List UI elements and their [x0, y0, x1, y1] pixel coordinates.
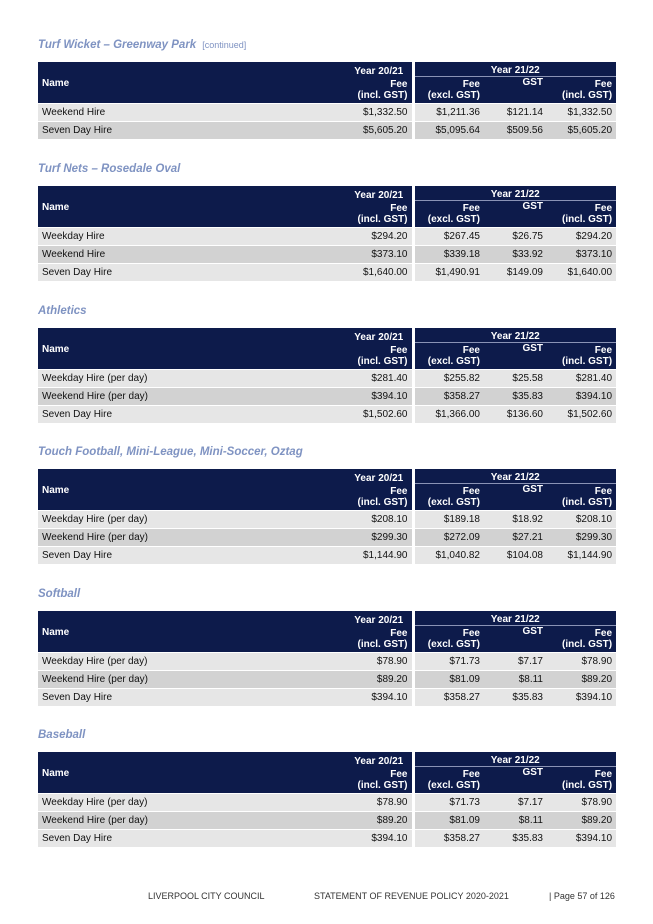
fee-incl-gst-2021-22: $5,605.20 — [547, 122, 616, 140]
fee-incl-gst-2021-22: $208.10 — [547, 511, 616, 529]
row-name: Weekday Hire (per day) — [38, 794, 346, 812]
column-header-year-2020-21: Year 20/21 — [346, 186, 413, 201]
header-fee-word: Fee — [390, 486, 408, 497]
header-incl-gst: (incl. GST) — [357, 639, 408, 650]
table-row — [38, 547, 616, 565]
row-name: Weekday Hire — [38, 228, 346, 246]
footer-page-number: | Page 57 of 126 — [549, 891, 615, 901]
fee-2020-21: $373.10 — [346, 246, 413, 264]
gst-2021-22: $35.83 — [484, 830, 547, 848]
fee-excl-gst-2021-22: $1,040.82 — [413, 547, 484, 565]
gst-2021-22: $33.92 — [484, 246, 547, 264]
column-header-gst: GST — [484, 201, 547, 228]
column-header-fee-incl-gst-2021-22 — [547, 484, 616, 511]
header-fee-word: Fee — [390, 203, 408, 214]
header-fee-word: Fee — [594, 203, 613, 214]
column-header-year-2020-21: Year 20/21 — [346, 328, 413, 343]
row-name: Weekday Hire (per day) — [38, 370, 346, 388]
gst-2021-22: $25.58 — [484, 370, 547, 388]
column-header-fee-excl-gst — [413, 343, 484, 370]
section-title-text: Turf Wicket – Greenway Park — [38, 39, 197, 51]
header-fee-word: Fee — [390, 345, 408, 356]
gst-2021-22: $8.11 — [484, 671, 547, 689]
header-fee-word: Fee — [462, 486, 480, 497]
column-header-fee-incl-gst-2021-22 — [547, 201, 616, 228]
fee-2020-21: $394.10 — [346, 689, 413, 707]
column-header-gst: GST — [484, 343, 547, 370]
section-title-text: Turf Nets – Rosedale Oval — [38, 163, 181, 175]
column-header-fee-incl-gst-2021-22 — [547, 343, 616, 370]
header-fee-word: Fee — [462, 628, 480, 639]
fee-excl-gst-2021-22: $5,095.64 — [413, 122, 484, 140]
column-header-fee-incl-gst-2020-21 — [346, 201, 413, 228]
fee-2020-21: $1,332.50 — [346, 104, 413, 122]
gst-2021-22: $35.83 — [484, 689, 547, 707]
fee-excl-gst-2021-22: $71.73 — [413, 794, 484, 812]
table-row — [38, 246, 616, 264]
fee-excl-gst-2021-22: $189.18 — [413, 511, 484, 529]
row-name: Weekend Hire (per day) — [38, 671, 346, 689]
continued-label: [continued] — [202, 40, 247, 50]
gst-2021-22: $27.21 — [484, 529, 547, 547]
section-title — [38, 726, 616, 744]
column-header-gst: GST — [484, 767, 547, 794]
header-excl-gst: (excl. GST) — [427, 639, 480, 650]
fee-2020-21: $89.20 — [346, 671, 413, 689]
section-title-text: Athletics — [38, 305, 87, 317]
fee-incl-gst-2021-22: $89.20 — [547, 671, 616, 689]
header-fee-word: Fee — [594, 628, 613, 639]
row-name: Seven Day Hire — [38, 689, 346, 707]
fee-excl-gst-2021-22: $1,366.00 — [413, 406, 484, 424]
table-row — [38, 406, 616, 424]
fee-table — [38, 328, 616, 423]
row-name: Seven Day Hire — [38, 406, 346, 424]
gst-2021-22: $7.17 — [484, 794, 547, 812]
column-header-name: Name — [38, 186, 346, 228]
column-header-name: Name — [38, 328, 346, 370]
gst-2021-22: $104.08 — [484, 547, 547, 565]
header-excl-gst: (excl. GST) — [427, 214, 480, 225]
fee-2020-21: $299.30 — [346, 529, 413, 547]
fee-incl-gst-2021-22: $1,502.60 — [547, 406, 616, 424]
gst-2021-22: $18.92 — [484, 511, 547, 529]
column-header-year-2020-21: Year 20/21 — [346, 469, 413, 484]
section-title — [38, 36, 616, 54]
fee-excl-gst-2021-22: $255.82 — [413, 370, 484, 388]
table-row — [38, 812, 616, 830]
header-fee-word: Fee — [594, 345, 613, 356]
section-title — [38, 443, 616, 461]
table-header — [38, 62, 616, 104]
column-header-name: Name — [38, 752, 346, 794]
row-name: Weekend Hire — [38, 246, 346, 264]
header-fee-word: Fee — [462, 769, 480, 780]
table-row — [38, 830, 616, 848]
fee-incl-gst-2021-22: $1,332.50 — [547, 104, 616, 122]
table-header — [38, 752, 616, 794]
column-header-year-2021-22: Year 21/22 — [413, 752, 616, 767]
fee-table — [38, 186, 616, 281]
header-fee-word: Fee — [594, 486, 613, 497]
column-header-year-2021-22: Year 21/22 — [413, 62, 616, 77]
fee-incl-gst-2021-22: $294.20 — [547, 228, 616, 246]
row-name: Weekend Hire (per day) — [38, 812, 346, 830]
section-title — [38, 160, 616, 178]
row-name: Weekend Hire (per day) — [38, 388, 346, 406]
row-name: Seven Day Hire — [38, 830, 346, 848]
header-incl-gst: (incl. GST) — [357, 356, 408, 367]
header-fee-word: Fee — [390, 769, 408, 780]
header-fee-word: Fee — [462, 203, 480, 214]
section-title-text: Baseball — [38, 729, 86, 741]
fee-incl-gst-2021-22: $89.20 — [547, 812, 616, 830]
fee-incl-gst-2021-22: $394.10 — [547, 689, 616, 707]
column-header-fee-excl-gst — [413, 767, 484, 794]
fee-2020-21: $78.90 — [346, 794, 413, 812]
column-header-year-2021-22: Year 21/22 — [413, 611, 616, 626]
fee-2020-21: $294.20 — [346, 228, 413, 246]
fee-2020-21: $89.20 — [346, 812, 413, 830]
row-name: Weekend Hire — [38, 104, 346, 122]
fee-excl-gst-2021-22: $358.27 — [413, 388, 484, 406]
table-row — [38, 511, 616, 529]
column-header-fee-incl-gst-2020-21 — [346, 626, 413, 653]
column-header-fee-incl-gst-2020-21 — [346, 767, 413, 794]
header-incl-gst: (incl. GST) — [357, 780, 408, 791]
column-header-fee-excl-gst — [413, 77, 484, 104]
fee-2020-21: $1,640.00 — [346, 264, 413, 282]
column-header-fee-incl-gst-2021-22 — [547, 77, 616, 104]
fee-excl-gst-2021-22: $339.18 — [413, 246, 484, 264]
header-fee-word: Fee — [594, 79, 613, 90]
header-incl-gst: (incl. GST) — [562, 214, 613, 225]
header-incl-gst: (incl. GST) — [562, 639, 613, 650]
header-fee-word: Fee — [390, 628, 408, 639]
fee-excl-gst-2021-22: $81.09 — [413, 671, 484, 689]
gst-2021-22: $136.60 — [484, 406, 547, 424]
fee-excl-gst-2021-22: $1,490.91 — [413, 264, 484, 282]
gst-2021-22: $121.14 — [484, 104, 547, 122]
column-header-name: Name — [38, 62, 346, 104]
fee-excl-gst-2021-22: $81.09 — [413, 812, 484, 830]
column-header-name: Name — [38, 469, 346, 511]
fee-2020-21: $78.90 — [346, 653, 413, 671]
header-incl-gst: (incl. GST) — [562, 90, 613, 101]
fee-section — [38, 726, 616, 844]
fee-section — [38, 302, 616, 420]
table-row — [38, 794, 616, 812]
fee-2020-21: $281.40 — [346, 370, 413, 388]
column-header-fee-incl-gst-2021-22 — [547, 767, 616, 794]
row-name: Weekday Hire (per day) — [38, 511, 346, 529]
fee-incl-gst-2021-22: $394.10 — [547, 388, 616, 406]
table-row — [38, 228, 616, 246]
row-name: Seven Day Hire — [38, 547, 346, 565]
section-title-text: Touch Football, Mini-League, Mini-Soccer, Oztag — [38, 446, 303, 458]
fee-incl-gst-2021-22: $78.90 — [547, 794, 616, 812]
column-header-fee-incl-gst-2021-22 — [547, 626, 616, 653]
column-header-gst: GST — [484, 484, 547, 511]
column-header-year-2020-21: Year 20/21 — [346, 611, 413, 626]
fee-table — [38, 611, 616, 706]
column-header-fee-excl-gst — [413, 484, 484, 511]
table-header — [38, 469, 616, 511]
fee-section — [38, 585, 616, 703]
header-incl-gst: (incl. GST) — [357, 90, 408, 101]
fee-incl-gst-2021-22: $394.10 — [547, 830, 616, 848]
fee-incl-gst-2021-22: $1,640.00 — [547, 264, 616, 282]
fee-excl-gst-2021-22: $1,211.36 — [413, 104, 484, 122]
footer-council: LIVERPOOL CITY COUNCIL — [148, 891, 265, 901]
fee-excl-gst-2021-22: $272.09 — [413, 529, 484, 547]
fee-excl-gst-2021-22: $358.27 — [413, 689, 484, 707]
gst-2021-22: $7.17 — [484, 653, 547, 671]
table-row — [38, 370, 616, 388]
header-incl-gst: (incl. GST) — [357, 214, 408, 225]
header-incl-gst: (incl. GST) — [357, 497, 408, 508]
row-name: Seven Day Hire — [38, 264, 346, 282]
table-header — [38, 328, 616, 370]
gst-2021-22: $149.09 — [484, 264, 547, 282]
table-row — [38, 529, 616, 547]
fee-section — [38, 36, 616, 136]
fee-incl-gst-2021-22: $1,144.90 — [547, 547, 616, 565]
fee-excl-gst-2021-22: $358.27 — [413, 830, 484, 848]
gst-2021-22: $35.83 — [484, 388, 547, 406]
fee-incl-gst-2021-22: $373.10 — [547, 246, 616, 264]
header-incl-gst: (incl. GST) — [562, 497, 613, 508]
section-title — [38, 585, 616, 603]
header-fee-word: Fee — [462, 79, 480, 90]
fee-table — [38, 469, 616, 564]
header-fee-word: Fee — [390, 79, 408, 90]
row-name: Weekday Hire (per day) — [38, 653, 346, 671]
column-header-fee-incl-gst-2020-21 — [346, 77, 413, 104]
table-header — [38, 186, 616, 228]
footer-statement: STATEMENT OF REVENUE POLICY 2020-2021 — [314, 891, 509, 901]
table-row — [38, 264, 616, 282]
header-fee-word: Fee — [594, 769, 613, 780]
column-header-year-2020-21: Year 20/21 — [346, 62, 413, 77]
fee-excl-gst-2021-22: $267.45 — [413, 228, 484, 246]
column-header-fee-excl-gst — [413, 626, 484, 653]
column-header-fee-incl-gst-2020-21 — [346, 343, 413, 370]
header-excl-gst: (excl. GST) — [427, 356, 480, 367]
fee-excl-gst-2021-22: $71.73 — [413, 653, 484, 671]
fee-section — [38, 160, 616, 278]
column-header-year-2020-21: Year 20/21 — [346, 752, 413, 767]
table-header — [38, 611, 616, 653]
fee-incl-gst-2021-22: $78.90 — [547, 653, 616, 671]
gst-2021-22: $509.56 — [484, 122, 547, 140]
fee-incl-gst-2021-22: $281.40 — [547, 370, 616, 388]
fee-2020-21: $394.10 — [346, 388, 413, 406]
header-incl-gst: (incl. GST) — [562, 356, 613, 367]
table-row — [38, 671, 616, 689]
row-name: Weekend Hire (per day) — [38, 529, 346, 547]
header-excl-gst: (excl. GST) — [427, 90, 480, 101]
header-excl-gst: (excl. GST) — [427, 497, 480, 508]
page-footer — [0, 891, 653, 905]
column-header-gst: GST — [484, 626, 547, 653]
table-row — [38, 122, 616, 140]
table-row — [38, 689, 616, 707]
column-header-year-2021-22: Year 21/22 — [413, 328, 616, 343]
header-incl-gst: (incl. GST) — [562, 780, 613, 791]
fee-2020-21: $208.10 — [346, 511, 413, 529]
column-header-year-2021-22: Year 21/22 — [413, 186, 616, 201]
column-header-name: Name — [38, 611, 346, 653]
column-header-year-2021-22: Year 21/22 — [413, 469, 616, 484]
section-title — [38, 302, 616, 320]
fee-2020-21: $394.10 — [346, 830, 413, 848]
table-row — [38, 653, 616, 671]
column-header-gst: GST — [484, 77, 547, 104]
row-name: Seven Day Hire — [38, 122, 346, 140]
table-row — [38, 388, 616, 406]
fee-table — [38, 62, 616, 139]
gst-2021-22: $26.75 — [484, 228, 547, 246]
fee-2020-21: $5,605.20 — [346, 122, 413, 140]
header-fee-word: Fee — [462, 345, 480, 356]
section-title-text: Softball — [38, 588, 81, 600]
gst-2021-22: $8.11 — [484, 812, 547, 830]
column-header-fee-incl-gst-2020-21 — [346, 484, 413, 511]
fee-incl-gst-2021-22: $299.30 — [547, 529, 616, 547]
table-row — [38, 104, 616, 122]
fee-section — [38, 443, 616, 561]
fee-2020-21: $1,144.90 — [346, 547, 413, 565]
column-header-fee-excl-gst — [413, 201, 484, 228]
fee-2020-21: $1,502.60 — [346, 406, 413, 424]
header-excl-gst: (excl. GST) — [427, 780, 480, 791]
fee-table — [38, 752, 616, 847]
